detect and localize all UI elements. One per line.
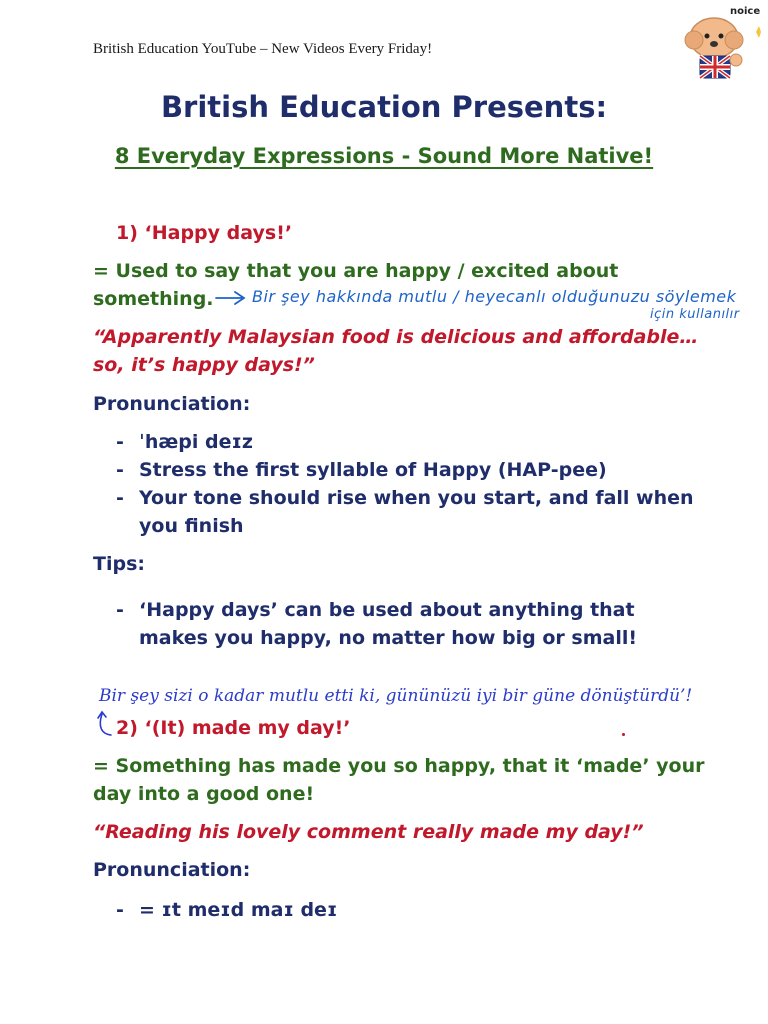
page-subtitle — [0, 144, 768, 168]
poodle-mascot-icon — [680, 2, 766, 84]
pron-item: Stress the first syllable of Happy (HAP-pee) — [139, 459, 607, 481]
bullet-dash: - — [116, 899, 124, 921]
bullet-dash: - — [116, 431, 124, 453]
subtitle-text: 8 Everyday Expressions - Sound More Native! — [114, 144, 654, 168]
section1-heading: 1) ‘Happy days!’ — [116, 222, 293, 244]
section1-tips-label: Tips: — [93, 553, 145, 575]
section1-example-line1: “Apparently Malaysian food is delicious and affordable… — [93, 326, 699, 348]
pron-item: Your tone should rise when you start, and fall when — [139, 487, 694, 509]
section2-meaning-line2: day into a good one! — [93, 783, 315, 805]
tip-line2: makes you happy, no matter how big or small! — [139, 627, 638, 649]
bullet-dash: - — [116, 599, 124, 621]
page-title: British Education Presents: — [160, 90, 608, 124]
tip-line1: ‘Happy days’ can be used about anything that — [139, 599, 635, 621]
section2-example: “Reading his lovely comment really made my day!” — [93, 821, 644, 843]
mascot-caption: noice — [730, 6, 761, 17]
bullet-dash: - — [116, 487, 124, 509]
pron-item: = ɪt meɪd maɪ deɪ — [139, 899, 338, 921]
arrow-curved-up-icon — [95, 708, 117, 738]
pron-item: ˈhæpi deɪz — [139, 431, 253, 453]
section1-example-line2: so, it’s happy days!” — [93, 354, 315, 376]
section1-meaning-line1: = Used to say that you are happy / excited about — [93, 260, 619, 282]
section2-meaning-line1: = Something has made you so happy, that it ‘made’ your — [93, 755, 705, 777]
stray-dot — [622, 733, 625, 736]
handwritten-note-line1: Bir şey hakkında mutlu / heyecanlı olduğunuzu söylemek — [252, 287, 737, 306]
section2-heading: 2) ‘(It) made my day!’ — [116, 717, 351, 739]
section1-meaning-line2: something. — [93, 288, 214, 310]
bullet-dash: - — [116, 459, 124, 481]
section2-pronunciation-label: Pronunciation: — [93, 859, 251, 881]
header-tagline: British Education YouTube – New Videos Every Friday! — [93, 41, 433, 57]
handwritten-note-line2: için kullanılır — [650, 307, 740, 322]
pron-item-continued: you finish — [139, 515, 244, 537]
arrow-right-icon — [214, 289, 248, 305]
handwritten-script-note: Bir şey sizi o kadar mutlu etti ki, gününüzü iyi bir güne dönüştürdü’! — [99, 686, 693, 706]
section1-pronunciation-label: Pronunciation: — [93, 393, 251, 415]
